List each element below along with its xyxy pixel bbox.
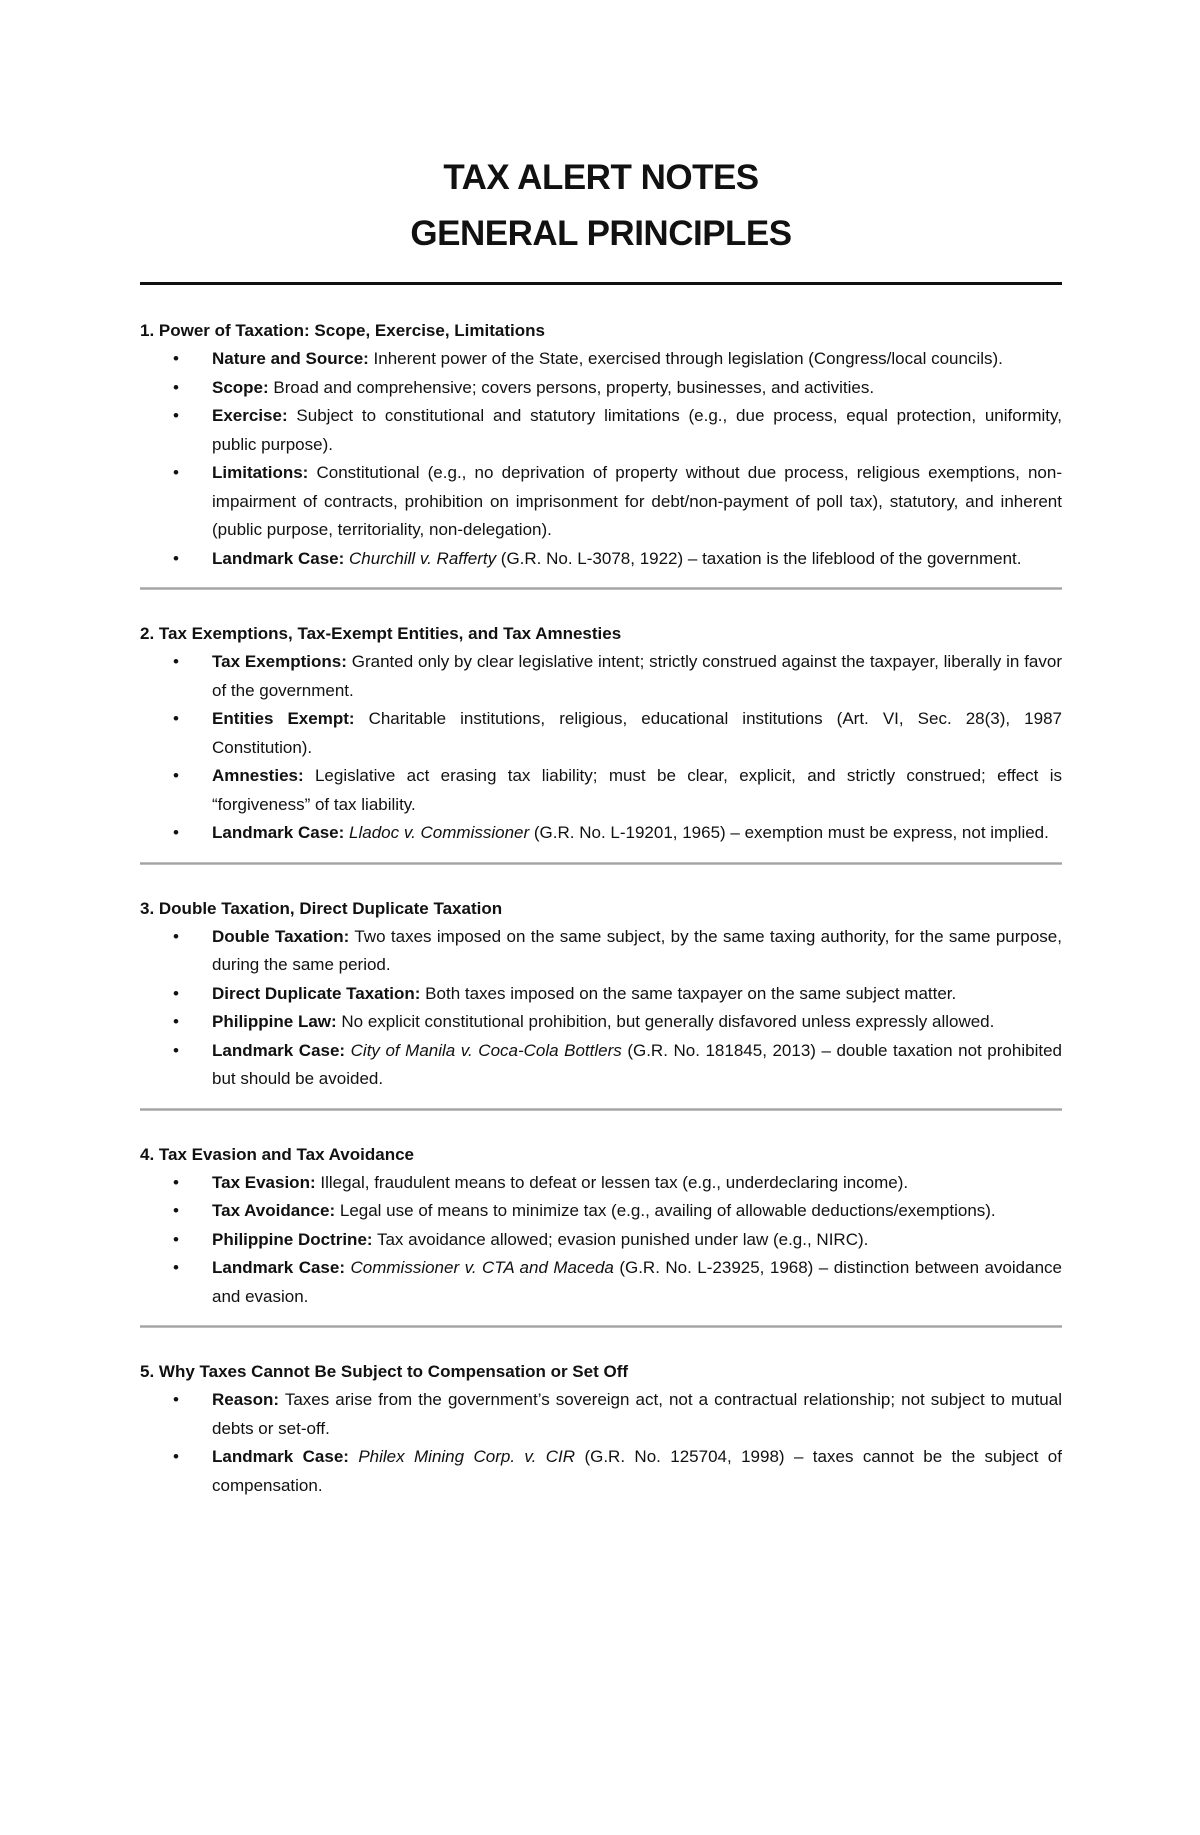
section-title: 2. Tax Exemptions, Tax-Exempt Entities, and Tax Amnesties [140,624,622,643]
section-title: 3. Double Taxation, Direct Duplicate Taxation [140,898,503,918]
case-name: Commissioner v. CTA and Maceda [350,1258,614,1277]
bullet-list [140,923,1062,1094]
case-name: City of Manila v. Coca-Cola Bottlers [350,1040,622,1060]
section-2 [140,620,1062,865]
item-text [349,1447,358,1466]
list-item [140,980,1062,1009]
item-text: Two taxes imposed on the same subject, by the same taxing authority, for the same purpose, during the same period. [212,926,1062,974]
item-label: Nature and Source: [212,349,369,368]
item-label: Landmark Case: [212,1447,349,1466]
bullet-icon: • [173,349,179,368]
title-rule [140,282,1062,285]
item-text: Legislative act erasing tax liability; must be clear, explicit, and strictly construed; effect is “forgiveness” of tax liability. [212,766,1062,814]
item-label: Scope: [212,377,269,397]
list-item [140,1254,1062,1311]
item-text: Granted only by clear legislative intent; strictly construed against the taxpayer, liberally in favor of the government. [212,652,1062,700]
list-item [140,762,1062,819]
bullet-icon: • [173,823,179,842]
item-label: Tax Exemptions: [212,652,347,671]
section-title: 5. Why Taxes Cannot Be Subject to Compensation or Set Off [140,1362,629,1381]
item-label: Reason: [212,1390,280,1409]
bullet-icon: • [173,548,179,568]
item-label: Tax Evasion: [212,1172,316,1192]
title-line-1: TAX ALERT NOTES [443,158,759,197]
list-item [140,545,1062,574]
item-label: Landmark Case: [212,1258,346,1277]
item-label: Tax Avoidance: [212,1201,336,1220]
list-item [140,705,1062,762]
section-divider [140,1325,1062,1328]
bullet-icon: • [173,1012,179,1031]
list-item [140,1008,1062,1037]
bullet-icon: • [173,1390,179,1409]
item-label: Double Taxation: [212,926,350,946]
item-text: Illegal, fraudulent means to defeat or lessen tax (e.g., underdeclaring income). [315,1172,909,1192]
section-4 [140,1141,1062,1329]
case-citation: (G.R. No. L-3078, 1922) – taxation is the lifeblood of the government. [496,548,1022,568]
bullet-list [140,345,1062,573]
section-1 [140,317,1062,590]
item-label: Landmark Case: [212,548,345,568]
case-name: Philex Mining Corp. v. CIR [358,1447,576,1466]
item-label: Philippine Law: [212,1012,337,1031]
item-text: Broad and comprehensive; covers persons, property, businesses, and activities. [268,377,875,397]
item-text: Both taxes imposed on the same taxpayer on the same subject matter. [420,983,957,1003]
title-line-2: GENERAL PRINCIPLES [410,214,792,253]
list-item [140,1169,1062,1198]
section-divider [140,1108,1062,1111]
document-header [140,150,1062,285]
sections-container [140,317,1062,1500]
item-text: Taxes arise from the government’s sovereign act, not a contractual relationship; not subject to mutual debts or set-off. [212,1390,1062,1438]
item-text: Inherent power of the State, exercised through legislation (Congress/local councils). [368,349,1003,368]
item-label: Entities Exempt: [212,709,355,728]
list-item [140,1197,1062,1226]
bullet-icon: • [173,652,179,671]
list-item [140,345,1062,374]
item-text: Constitutional (e.g., no deprivation of property without due process, religious exemptions, non-impairment of contracts, prohibition on imprisonment for debt/non-payment of poll tax), statutory, and inherent (public purpose, territoriality, non-delegation). [212,463,1062,539]
bullet-list [140,648,1062,848]
bullet-icon: • [173,1258,179,1277]
case-citation: (G.R. No. L-19201, 1965) – exemption must be express, not implied. [529,823,1049,842]
section-title: 4. Tax Evasion and Tax Avoidance [140,1144,414,1164]
section-divider [140,587,1062,590]
document-page [140,150,1062,1500]
bullet-icon: • [173,926,179,946]
item-text: Tax avoidance allowed; evasion punished under law (e.g., NIRC). [372,1229,869,1249]
bullet-icon: • [173,463,179,482]
bullet-icon: • [173,1229,179,1249]
list-item [140,402,1062,459]
item-label: Exercise: [212,406,288,425]
bullet-icon: • [173,1447,179,1466]
section-divider [140,862,1062,865]
bullet-icon: • [173,1201,179,1220]
item-label: Amnesties: [212,766,304,785]
section-5 [140,1358,1062,1500]
bullet-icon: • [173,406,179,425]
case-citation: (G.R. No. 125704, 1998) – taxes cannot be the subject of compensation. [212,1447,1062,1495]
bullet-icon: • [173,1040,179,1060]
list-item [140,1443,1062,1500]
bullet-icon: • [173,377,179,397]
bullet-list [140,1169,1062,1312]
section-title: 1. Power of Taxation: Scope, Exercise, Limitations [140,321,545,340]
bullet-icon: • [173,709,179,728]
list-item [140,1386,1062,1443]
list-item [140,459,1062,545]
case-name: Churchill v. Rafferty [349,548,497,568]
item-label: Landmark Case: [212,1040,346,1060]
list-item [140,648,1062,705]
case-citation: (G.R. No. 181845, 2013) – double taxation not prohibited but should be avoided. [212,1040,1062,1088]
case-name: Lladoc v. Commissioner [349,823,530,842]
item-text: Subject to constitutional and statutory limitations (e.g., due process, equal protection, uniformity, public purpose). [212,406,1062,454]
list-item [140,923,1062,980]
list-item [140,819,1062,848]
case-citation: (G.R. No. L-23925, 1968) – distinction between avoidance and evasion. [212,1258,1062,1306]
item-text: Charitable institutions, religious, educational institutions (Art. VI, Sec. 28(3), 1987 Constitution). [212,709,1062,757]
list-item [140,374,1062,403]
item-text: No explicit constitutional prohibition, but generally disfavored unless expressly allowed. [336,1012,995,1031]
item-text: Legal use of means to minimize tax (e.g., availing of allowable deductions/exemptions). [335,1201,996,1220]
bullet-icon: • [173,983,179,1003]
list-item [140,1037,1062,1094]
section-3 [140,895,1062,1111]
item-label: Philippine Doctrine: [212,1229,373,1249]
bullet-list [140,1386,1062,1500]
list-item [140,1226,1062,1255]
bullet-icon: • [173,1172,179,1192]
item-label: Limitations: [212,463,309,482]
item-label: Direct Duplicate Taxation: [212,983,421,1003]
bullet-icon: • [173,766,179,785]
item-label: Landmark Case: [212,823,345,842]
